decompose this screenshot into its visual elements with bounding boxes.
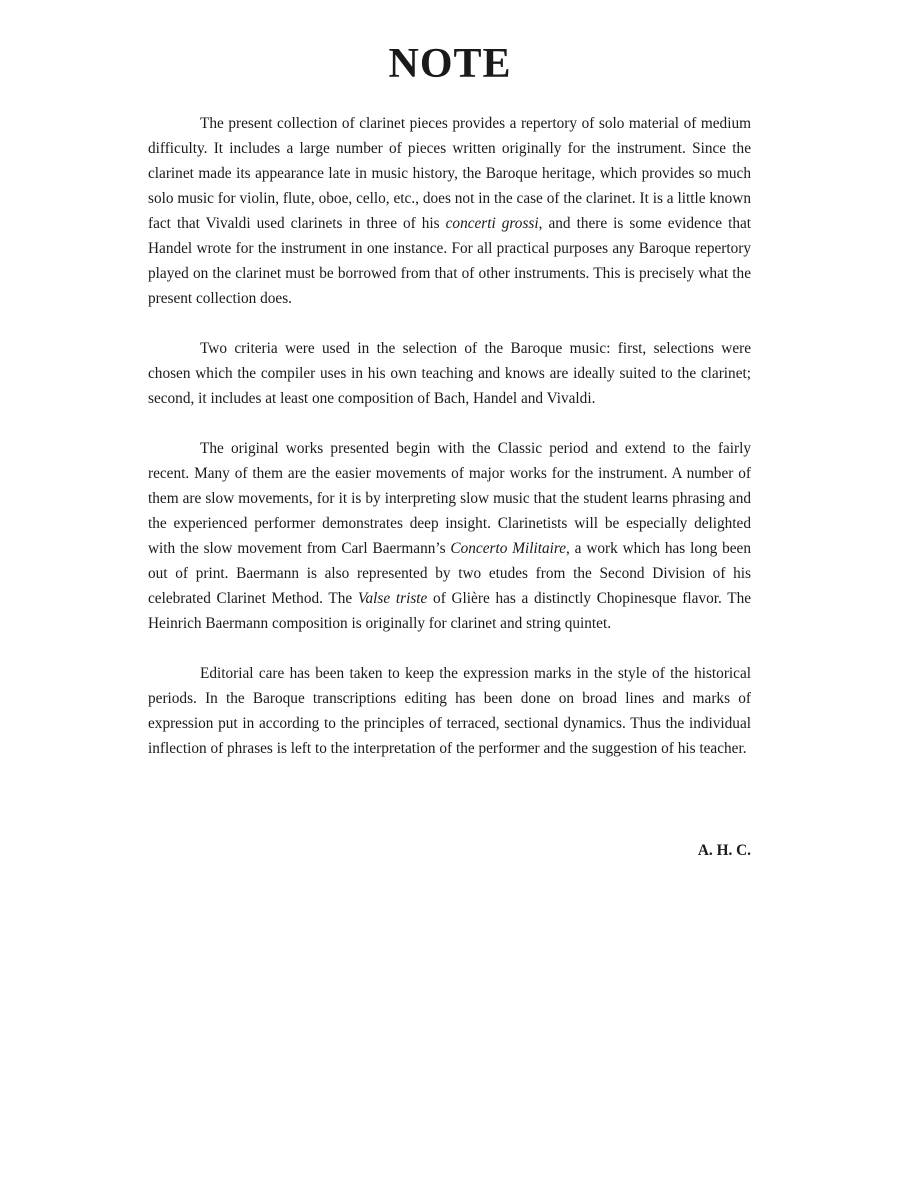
paragraph-3-text: The original works presented begin with the Classic period and extend to the fairly recent. Many of them are the easier movements of major works for the instrument. A number of them are slow movements, for it is by interpreting slow music that the student learns phrasing and the experienced performer demonstrates deep insight. Clarinetists will be especially delighted with the slow movement from Carl Baermann’s: [148, 440, 751, 557]
paragraph-3-italic-title: Concerto Militaire: [450, 540, 567, 557]
signature-initials: A. H. C.: [697, 842, 751, 859]
paragraph-3: [148, 436, 751, 636]
paragraph-2: [148, 336, 751, 411]
paragraph-3-text-continued: , a work which has long been out of print. Baermann is also represented by two etudes from the Second Division of his celebrated Clarinet Method. The: [148, 540, 751, 607]
page-title: NOTE: [388, 41, 512, 87]
note-body: [148, 111, 751, 786]
paragraph-1-text-continued: , and there is some evidence that Handel wrote for the instrument in one instance. For all practical purposes any Baroque repertory played on the clarinet must be borrowed from that of other instruments. This is precisely what the present collection does.: [148, 215, 752, 307]
paragraph-3-text-end: of Glière has a distinctly Chopinesque flavor. The Heinrich Baermann composition is originally for clarinet and string quintet.: [148, 590, 752, 632]
paragraph-4: [148, 661, 751, 761]
paragraph-3-italic-title-2: Valse triste: [357, 590, 428, 607]
paragraph-2-text: Two criteria were used in the selection of the Baroque music: first, selections were chosen which the compiler uses in his own teaching and knows are ideally suited to the clarinet; second, it includes at least one composition of Bach, Handel and Vivaldi.: [148, 340, 751, 407]
paragraph-4-text: Editorial care has been taken to keep the expression marks in the style of the historical periods. In the Baroque transcriptions editing has been done on broad lines and marks of expression put in according to the principles of terraced, sectional dynamics. Thus the individual inflection of phrases is left to the interpretation of the performer and the suggestion of his teacher.: [148, 665, 751, 757]
paragraph-1-text: The present collection of clarinet pieces provides a repertory of solo material of medium difficulty. It includes a large number of pieces written originally for the instrument. Since the clarinet made its appearance late in music history, the Baroque heritage, which provides so much solo music for violin, flute, oboe, cello, etc., does not in the case of the clarinet. It is a little known fact that Vivaldi used clarinets in three of his: [148, 115, 751, 232]
paragraph-1: [148, 111, 751, 311]
paragraph-1-italic-title: concerti grossi: [445, 215, 539, 232]
